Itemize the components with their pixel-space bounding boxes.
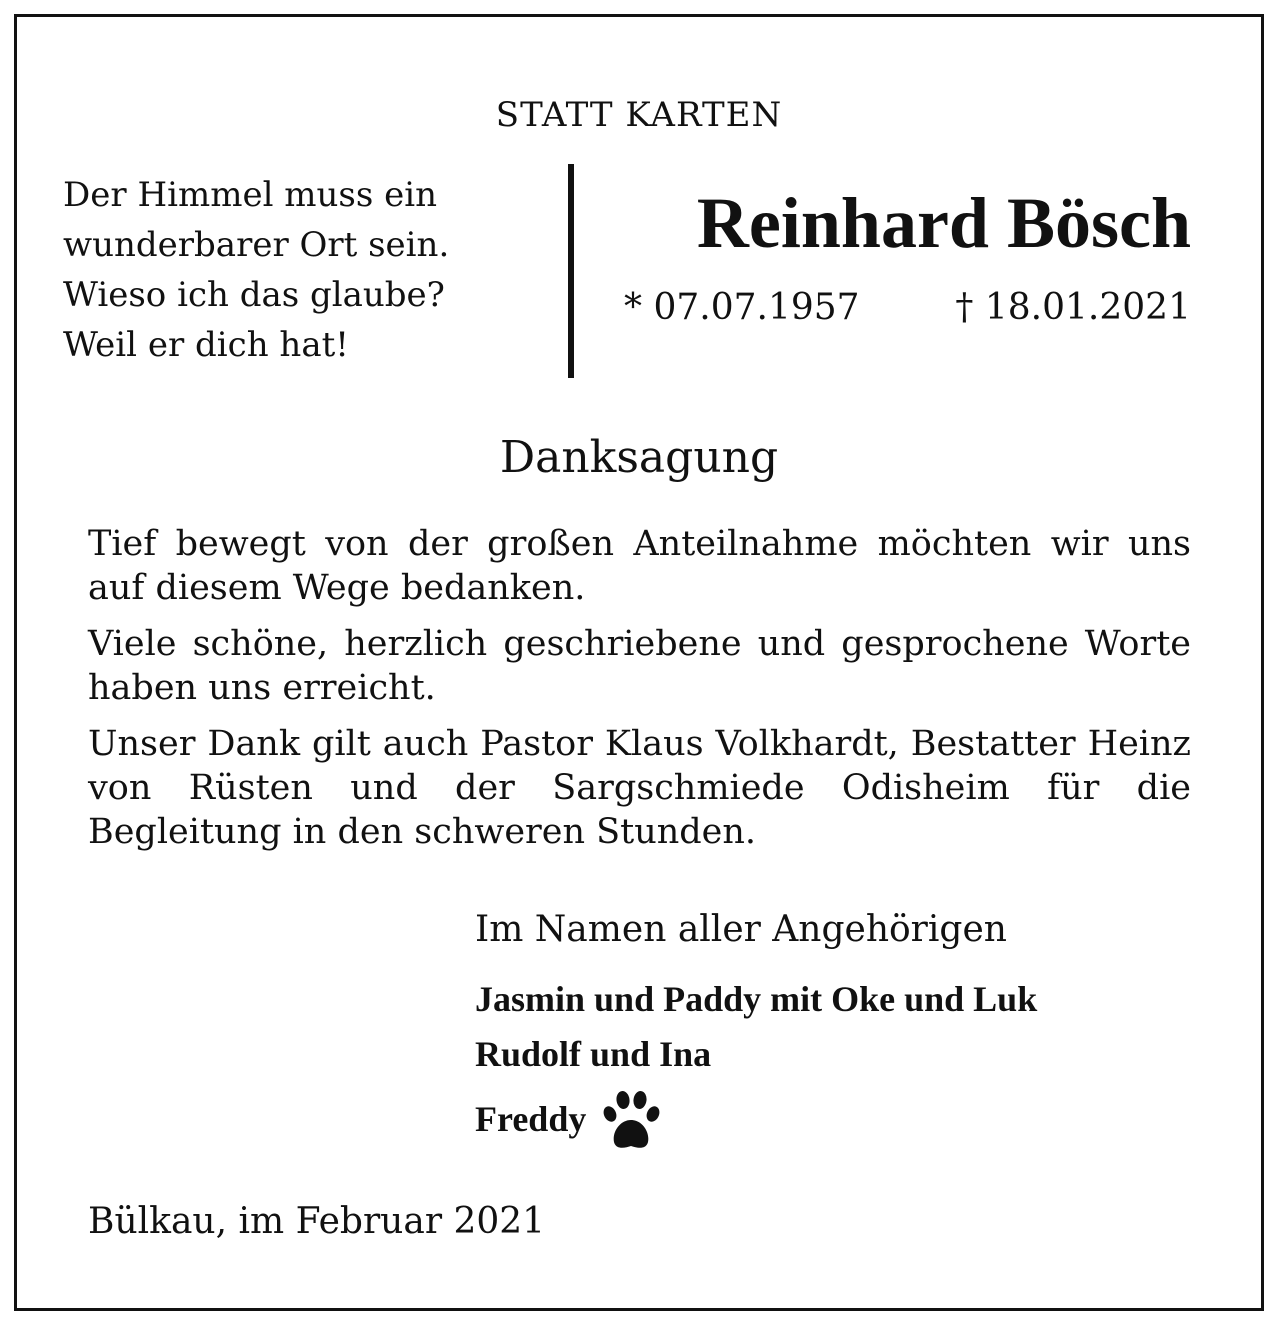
- divider-vertical: [568, 164, 574, 378]
- death-date: † 18.01.2021: [955, 287, 1191, 328]
- place-date: Bülkau, im Februar 2021: [88, 1201, 546, 1242]
- signature-intro: Im Namen aller Angehörigen: [475, 909, 1007, 950]
- notice-frame: [14, 14, 1264, 1311]
- verse-line: Der Himmel muss ein: [63, 175, 437, 215]
- signatory-name: Jasmin und Paddy mit Oke und Luk: [475, 979, 1038, 1019]
- life-dates: [624, 283, 1191, 333]
- verse-line: Wieso ich das glaube?: [63, 275, 445, 315]
- signatory-name: Freddy: [475, 1098, 587, 1139]
- body-paragraph: Viele schöne, herzlich geschriebene und gesprochene Worte haben uns erreicht.: [88, 624, 1191, 708]
- header-label: STATT KARTEN: [495, 95, 783, 135]
- verse-line: wunderbarer Ort sein.: [63, 225, 450, 265]
- body-text: [88, 522, 1191, 866]
- body-paragraph: Tief bewegt von der großen Anteilnahme möchten wir uns auf diesem Wege bedanken.: [88, 524, 1191, 608]
- notice-title: Danksagung: [499, 432, 779, 483]
- deceased-name: Reinhard Bösch: [696, 183, 1191, 263]
- signatory-row-freddy: [475, 1082, 1191, 1156]
- birth-date: * 07.07.1957: [624, 287, 860, 328]
- verse-line: Weil er dich hat!: [63, 325, 349, 365]
- paw-print-icon: [600, 1088, 662, 1156]
- body-paragraph: Unser Dank gilt auch Pastor Klaus Volkhardt, Bestatter Heinz von Rüsten und der Sargschmiede Odisheim für die Begleitung in den schweren Stunden.: [88, 724, 1191, 852]
- signature-block: [475, 905, 1191, 1156]
- signatory-names: [475, 972, 1191, 1156]
- signatory-name: Rudolf und Ina: [475, 1034, 712, 1074]
- verse-block: [63, 170, 543, 370]
